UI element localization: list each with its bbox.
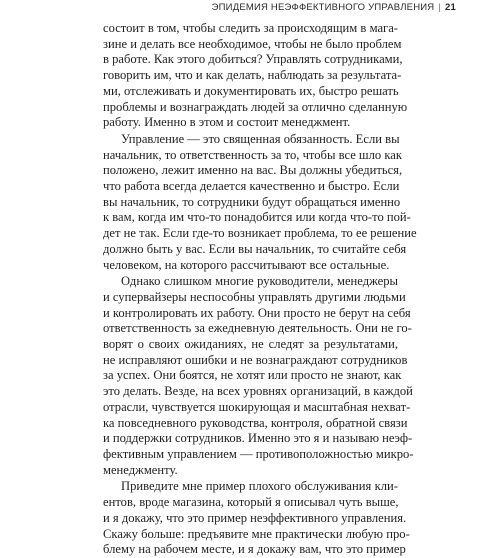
paragraph xyxy=(103,479,410,558)
text-line: ми, отслеживать и документировать их, быстро решать xyxy=(103,83,399,98)
text-line: отрасли, чувствуется шокирующая и масштабная нехват- xyxy=(103,399,411,414)
text-line: и супервайзеры неспособны управлять другими людьми xyxy=(103,289,406,304)
text-line: дет не так. Если где-то возникает проблема, то ее решение xyxy=(103,226,417,241)
text-line: и я докажу, что это пример неэффективного управления. xyxy=(103,510,407,525)
text-line: должно быть у вас. Если вы начальник, то считайте себя xyxy=(103,241,407,256)
running-header xyxy=(212,0,456,14)
text-line: ворят о своих ожиданиях, не следят за результатами, xyxy=(103,337,398,352)
text-line: Управление — это священная обязанность. Если вы xyxy=(121,131,400,146)
text-line: фективным управлением — противоположностью микро- xyxy=(103,446,414,461)
text-line: ентов, вроде магазина, который я описывал чуть выше, xyxy=(103,495,399,510)
text-line: за успех. Они боятся, не хотят или просто не знают, как xyxy=(103,368,402,383)
text-line: ка повседневного руководства, контроля, обратной связи xyxy=(103,415,408,430)
text-line: и контролировать их работу. Они просто не берут на себя xyxy=(103,305,411,320)
paragraph xyxy=(103,274,414,478)
text-line: говорить им, что и как делать, наблюдать за результата- xyxy=(103,68,402,83)
text-line: это делать. Везде, на всех уровнях организаций, в каждой xyxy=(103,384,413,399)
text-line: проблемы и вознаграждать людей за отлично сделанную xyxy=(103,99,408,114)
text-line: менеджменту. xyxy=(103,462,178,477)
text-line: ответственность за ежедневную деятельность. Они не го- xyxy=(103,321,412,336)
running-header-separator: | xyxy=(438,1,442,13)
text-line: Приведите мне пример плохого обслуживания кли- xyxy=(121,479,398,494)
paragraph xyxy=(103,21,408,131)
text-line: Скажу больше: предъявите мне практически любую про- xyxy=(103,526,410,541)
text-line: блему на рабочем месте, и я докажу вам, что это пример xyxy=(103,542,406,557)
text-line: положено, лежит именно на вас. Вы должны убедиться, xyxy=(103,163,403,178)
text-line: и поддержки сотрудников. Именно это я и называю неэф- xyxy=(103,431,413,446)
text-line: не исправляют ошибки и не вознаграждают сотрудников xyxy=(103,352,408,367)
text-line: состоит в том, чтобы следить за происходящим в мага- xyxy=(103,21,398,35)
running-header-title: ЭПИДЕМИЯ НЕЭФФЕКТИВНОГО УПРАВЛЕНИЯ xyxy=(211,1,435,13)
text-line: работу. Именно в этом и состоит менеджмент. xyxy=(103,115,351,130)
text-line: вы начальник, то сотрудники будут обращаться именно xyxy=(103,194,401,209)
text-line: зине и делать все необходимое, чтобы не было проблем xyxy=(103,36,402,51)
body-text xyxy=(103,21,417,558)
text-line: человеком, на которого рассчитывают все остальные. xyxy=(103,257,390,272)
paragraph xyxy=(103,131,417,273)
text-line: Однако слишком многие руководители, менеджеры xyxy=(121,274,398,289)
text-line: что работа всегда делается качественно и быстро. Если xyxy=(103,179,400,194)
page-number: 21 xyxy=(445,1,456,13)
text-line: к вам, когда им что-то понадобится или когда что-то пой- xyxy=(103,210,411,225)
text-line: начальник, то ответственность за то, чтобы все шло как xyxy=(103,147,402,162)
text-line: в работе. Как этого добиться? Управлять сотрудниками, xyxy=(103,52,403,67)
